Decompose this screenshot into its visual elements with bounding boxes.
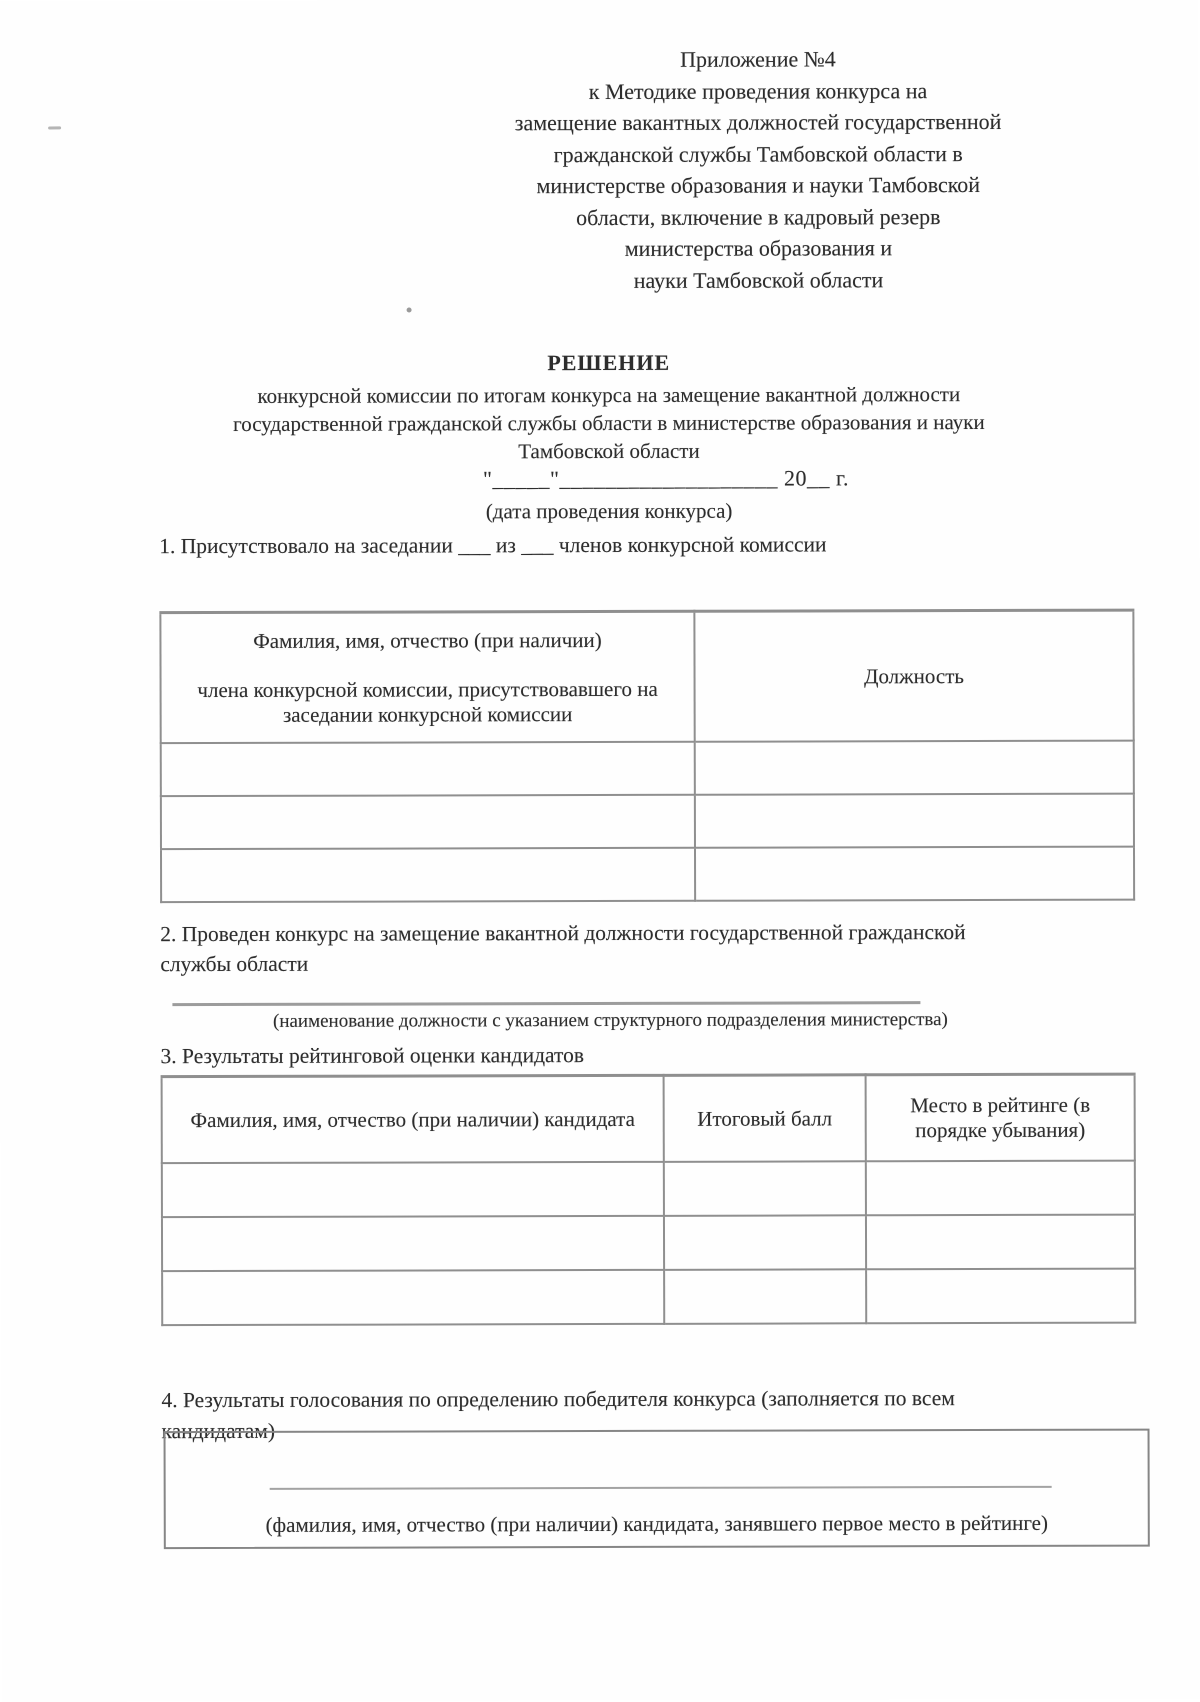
decision-title: РЕШЕНИЕ [547,349,671,376]
table-row [162,1161,1135,1218]
position-blank-line [172,980,920,1006]
appendix-header-line: области, включение в кадровый резерв [576,203,941,230]
table-row [161,847,1134,903]
empty-cell [866,1161,1135,1216]
header-cell-name [160,611,694,743]
appendix-header-line: министерстве образования и науки Тамбовской [536,172,981,199]
empty-cell [664,1269,866,1324]
commission-members-table [159,609,1135,904]
scan-artifact-dot [407,307,412,312]
appendix-header-line: гражданской службы Тамбовской области в [553,140,963,167]
empty-cell [695,794,1134,848]
empty-cell [162,1270,664,1325]
empty-cell [866,1215,1135,1270]
header-cell-rating-place: Место в рейтинге (в порядке убывания) [866,1074,1135,1161]
winner-blank-line [270,1431,1052,1490]
position-caption: (наименование должности с указанием структурного подразделения министерства) [272,1009,948,1032]
section3-heading: 3. Результаты рейтинговой оценки кандидатов [160,1043,585,1069]
empty-cell [162,1162,664,1217]
appendix-header-line: министерства образования и [624,235,893,261]
decision-subtitle-block [139,380,1079,466]
empty-cell [161,742,695,796]
table-header-row [162,1074,1135,1163]
winner-caption: (фамилия, имя, отчество (при наличии) кандидата, занявшего первое место в рейтинге) [265,1510,1049,1537]
header-cell-candidate-name: Фамилия, имя, отчество (при наличии) кандидата [162,1075,664,1163]
section1-heading: 1. Присутствовало на заседании ___ из ___ членов конкурсной комиссии [159,532,827,559]
scan-artifact-dash [48,126,61,129]
date-blank-line: "_____"___________________ 20__ г. [482,465,850,492]
table-row [162,1269,1135,1326]
empty-cell [695,847,1134,901]
empty-cell [161,795,695,849]
decision-subtitle-line: конкурсной комиссии по итогам конкурса на замещение вакантной должности [257,382,961,408]
section2-heading: 2. Проведен конкурс на замещение вакантной должности государственной гражданской службы области [160,920,966,977]
date-caption: (дата проведения конкурса) [485,498,733,524]
rating-results-table [161,1073,1137,1327]
decision-subtitle-line: Тамбовской области [518,438,700,464]
empty-cell [664,1215,866,1270]
table-row [161,794,1134,850]
appendix-header-block [428,43,1089,297]
appendix-header-line: науки Тамбовской области [633,266,884,293]
header-gap [169,652,685,677]
section4-heading: 4. Результаты голосования по определению победителя конкурса (заполняется по всем кандидатам) [161,1386,955,1444]
winner-box [164,1429,1150,1550]
header-cell-total-score: Итоговый балл [664,1075,866,1162]
empty-cell [664,1161,866,1216]
table-header-row [160,610,1133,743]
header-cell-name-top: Фамилия, имя, отчество (при наличии) [253,627,602,653]
header-cell-position: Должность [694,610,1133,742]
empty-cell [161,848,695,902]
table-row [162,1215,1135,1272]
empty-cell [866,1269,1135,1324]
empty-cell [162,1216,664,1271]
appendix-header-line: к Методике проведения конкурса на [588,77,928,104]
table-row [161,741,1134,797]
header-cell-name-bottom: члена конкурсной комиссии, присутствовавшего на заседании конкурсной комиссии [197,676,658,727]
appendix-header-line: Приложение №4 [680,46,836,72]
empty-cell [695,741,1134,795]
decision-subtitle-line: государственной гражданской службы области в министерстве образования и науки [233,409,985,436]
appendix-header-line: замещение вакантных должностей государственной [514,108,1002,136]
